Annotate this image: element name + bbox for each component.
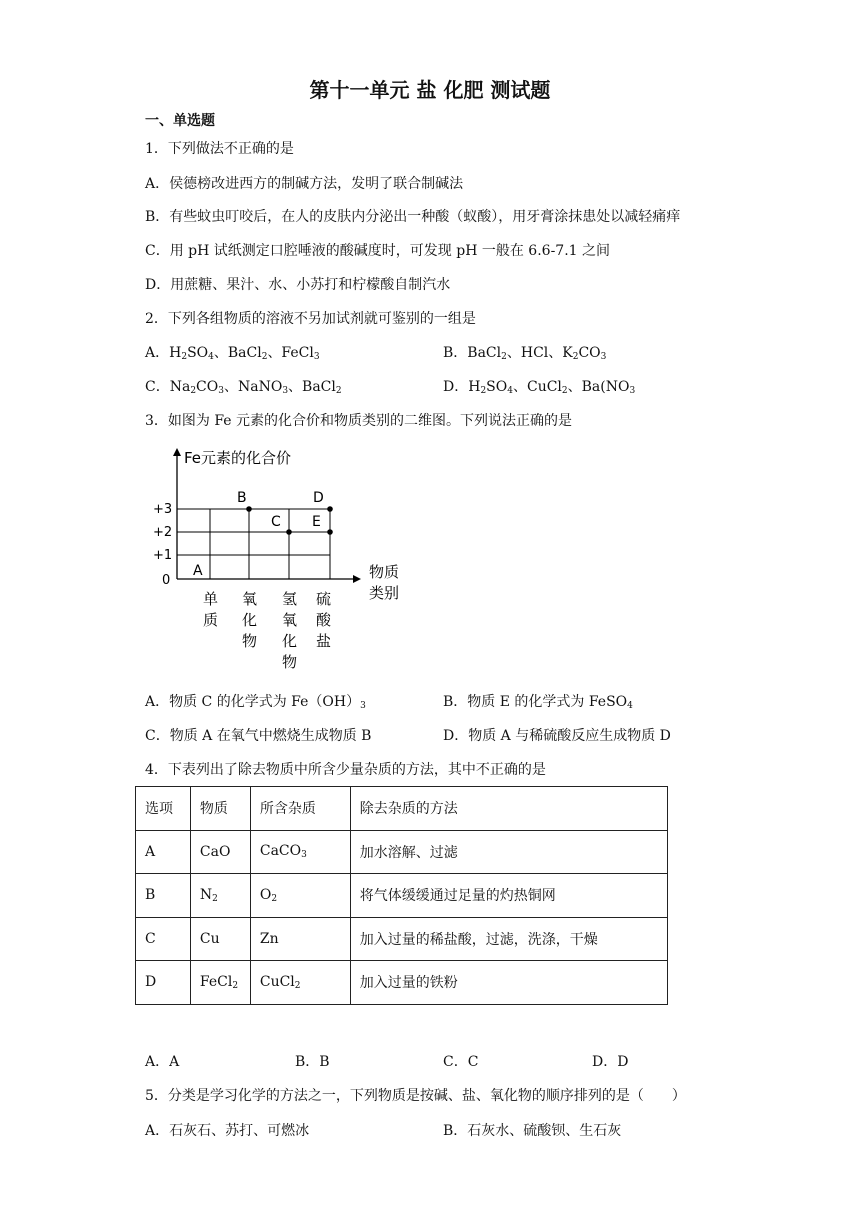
- table-cell: A: [136, 830, 191, 874]
- table-cell: CaO: [190, 830, 250, 874]
- category-oxide-char1: 氧: [242, 590, 258, 608]
- category-oxide-char3: 物: [242, 632, 258, 650]
- header-cell: 选项: [136, 787, 191, 831]
- table-row: [136, 830, 668, 874]
- category-sulfate-char2: 酸: [316, 611, 332, 629]
- q5-stem: 5．分类是学习化学的方法之一，下列物质是按碱、盐、氧化物的顺序排列的是（ ）: [145, 1088, 686, 1104]
- header-cell: 物质: [190, 787, 250, 831]
- table-cell: CuCl$_2$: [250, 961, 350, 1005]
- q3-option-d: D．物质 A 与稀硫酸反应生成物质 D: [443, 728, 671, 744]
- fe-valence-diagram: [150, 444, 410, 674]
- point-c-label: C: [271, 514, 281, 530]
- q4-stem: 4．下表列出了除去物质中所含少量杂质的方法，其中不正确的是: [145, 762, 546, 778]
- category-hydroxide-char1: 氢: [282, 590, 298, 608]
- q3-stem: 3．如图为 Fe 元素的化合价和物质类别的二维图。下列说法正确的是: [145, 413, 573, 429]
- category-elemental-char1: 单: [203, 590, 219, 608]
- q1-option-c: C．用 pH 试纸测定口腔唾液的酸碱度时，可发现 pH 一般在 6.6-7.1 之间: [145, 243, 611, 259]
- table-cell: D: [136, 961, 191, 1005]
- table-cell: $O_2$: [250, 874, 350, 918]
- q4-option-a: A．A: [145, 1054, 180, 1070]
- page-title: 第十一单元 盐 化肥 测试题: [309, 78, 551, 102]
- header-cell: 除去杂质的方法: [350, 787, 667, 831]
- y-tick-plus2: +2: [153, 525, 173, 540]
- y-tick-plus3: +3: [153, 502, 173, 517]
- table-cell: B: [136, 874, 191, 918]
- q5-option-a: A．石灰石、苏打、可燃冰: [145, 1123, 310, 1139]
- category-hydroxide-char4: 物: [282, 653, 298, 671]
- section-heading: 一、单选题: [145, 113, 215, 129]
- q3-option-a: A．物质 C 的化学式为 $Fe(OH)_3$: [145, 694, 366, 711]
- q4-option-b: B．B: [295, 1054, 330, 1070]
- point-d-dot: [327, 506, 333, 512]
- x-axis-title-line1: 物质: [369, 563, 400, 581]
- table-cell: $N_2$: [190, 874, 250, 918]
- y-tick-zero: 0: [162, 573, 171, 588]
- q2-option-b: B．BaCl$_2$、HCl、$K_2CO_3$: [443, 345, 607, 362]
- table-row: [136, 961, 668, 1005]
- category-elemental-char2: 质: [203, 611, 219, 629]
- q1-option-a: A．侯德榜改进西方的制碱方法，发明了联合制碱法: [145, 176, 464, 192]
- q1-option-b: B．有些蚊虫叮咬后，在人的皮肤内分泌出一种酸（蚁酸），用牙膏涂抹患处以减轻痛痒: [145, 209, 681, 225]
- x-axis-arrow: [353, 575, 361, 583]
- q3-option-b: B．物质 E 的化学式为 FeSO$_4$: [443, 694, 633, 711]
- point-a-label: A: [193, 563, 203, 579]
- y-axis-title: Fe元素的化合价: [184, 449, 292, 467]
- q2-option-a: A．$H_2SO_4$、BaCl$_2$、FeCl$_3$: [145, 345, 320, 362]
- table-cell: 将气体缓缓通过足量的灼热铜网: [350, 874, 667, 918]
- q3-option-c: C．物质 A 在氧气中燃烧生成物质 B: [145, 728, 372, 744]
- header-cell: 所含杂质: [250, 787, 350, 831]
- point-b-label: B: [237, 490, 247, 506]
- table-cell: C: [136, 917, 191, 961]
- table-row: [136, 917, 668, 961]
- category-oxide-char2: 化: [242, 611, 258, 629]
- table-cell: 加入过量的稀盐酸，过滤，洗涤，干燥: [350, 917, 667, 961]
- point-d-label: D: [313, 490, 324, 506]
- q4-option-d: D．D: [592, 1054, 629, 1070]
- category-sulfate-char1: 硫: [316, 590, 332, 608]
- q4-option-c: C．C: [443, 1054, 479, 1070]
- table-cell: Cu: [190, 917, 250, 961]
- category-hydroxide-char2: 氧: [282, 611, 298, 629]
- q5-option-b: B．石灰水、硫酸钡、生石灰: [443, 1123, 622, 1139]
- point-e-dot: [327, 529, 333, 535]
- category-hydroxide-char3: 化: [282, 632, 298, 650]
- point-e-label: E: [312, 514, 321, 530]
- category-sulfate-char3: 盐: [316, 632, 332, 650]
- x-axis-title-line2: 类别: [369, 584, 400, 602]
- q1-option-d: D．用蔗糖、果汁、水、小苏打和柠檬酸自制汽水: [145, 277, 451, 293]
- table-cell: Zn: [250, 917, 350, 961]
- y-axis-arrow: [173, 448, 181, 456]
- point-c-dot: [286, 529, 292, 535]
- q2-option-d: D．$H_2SO_4$、CuCl$_2$、$Ba(NO_3$: [443, 379, 636, 396]
- y-tick-plus1: +1: [153, 548, 173, 563]
- table-cell: FeCl$_2$: [190, 961, 250, 1005]
- table-cell: 加水溶解、过滤: [350, 830, 667, 874]
- q2-option-c: C．$Na_2CO_3$、NaNO$_3$、BaCl$_2$: [145, 379, 342, 396]
- table-cell: CaCO$_3$: [250, 830, 350, 874]
- table-cell: 加入过量的铁粉: [350, 961, 667, 1005]
- q1-stem: 1．下列做法不正确的是: [145, 141, 294, 157]
- table-row: [136, 874, 668, 918]
- table-header-row: [136, 787, 668, 831]
- q2-stem: 2．下列各组物质的溶液不另加试剂就可鉴别的一组是: [145, 311, 476, 327]
- point-b-dot: [246, 506, 252, 512]
- impurity-removal-table: [135, 786, 668, 1005]
